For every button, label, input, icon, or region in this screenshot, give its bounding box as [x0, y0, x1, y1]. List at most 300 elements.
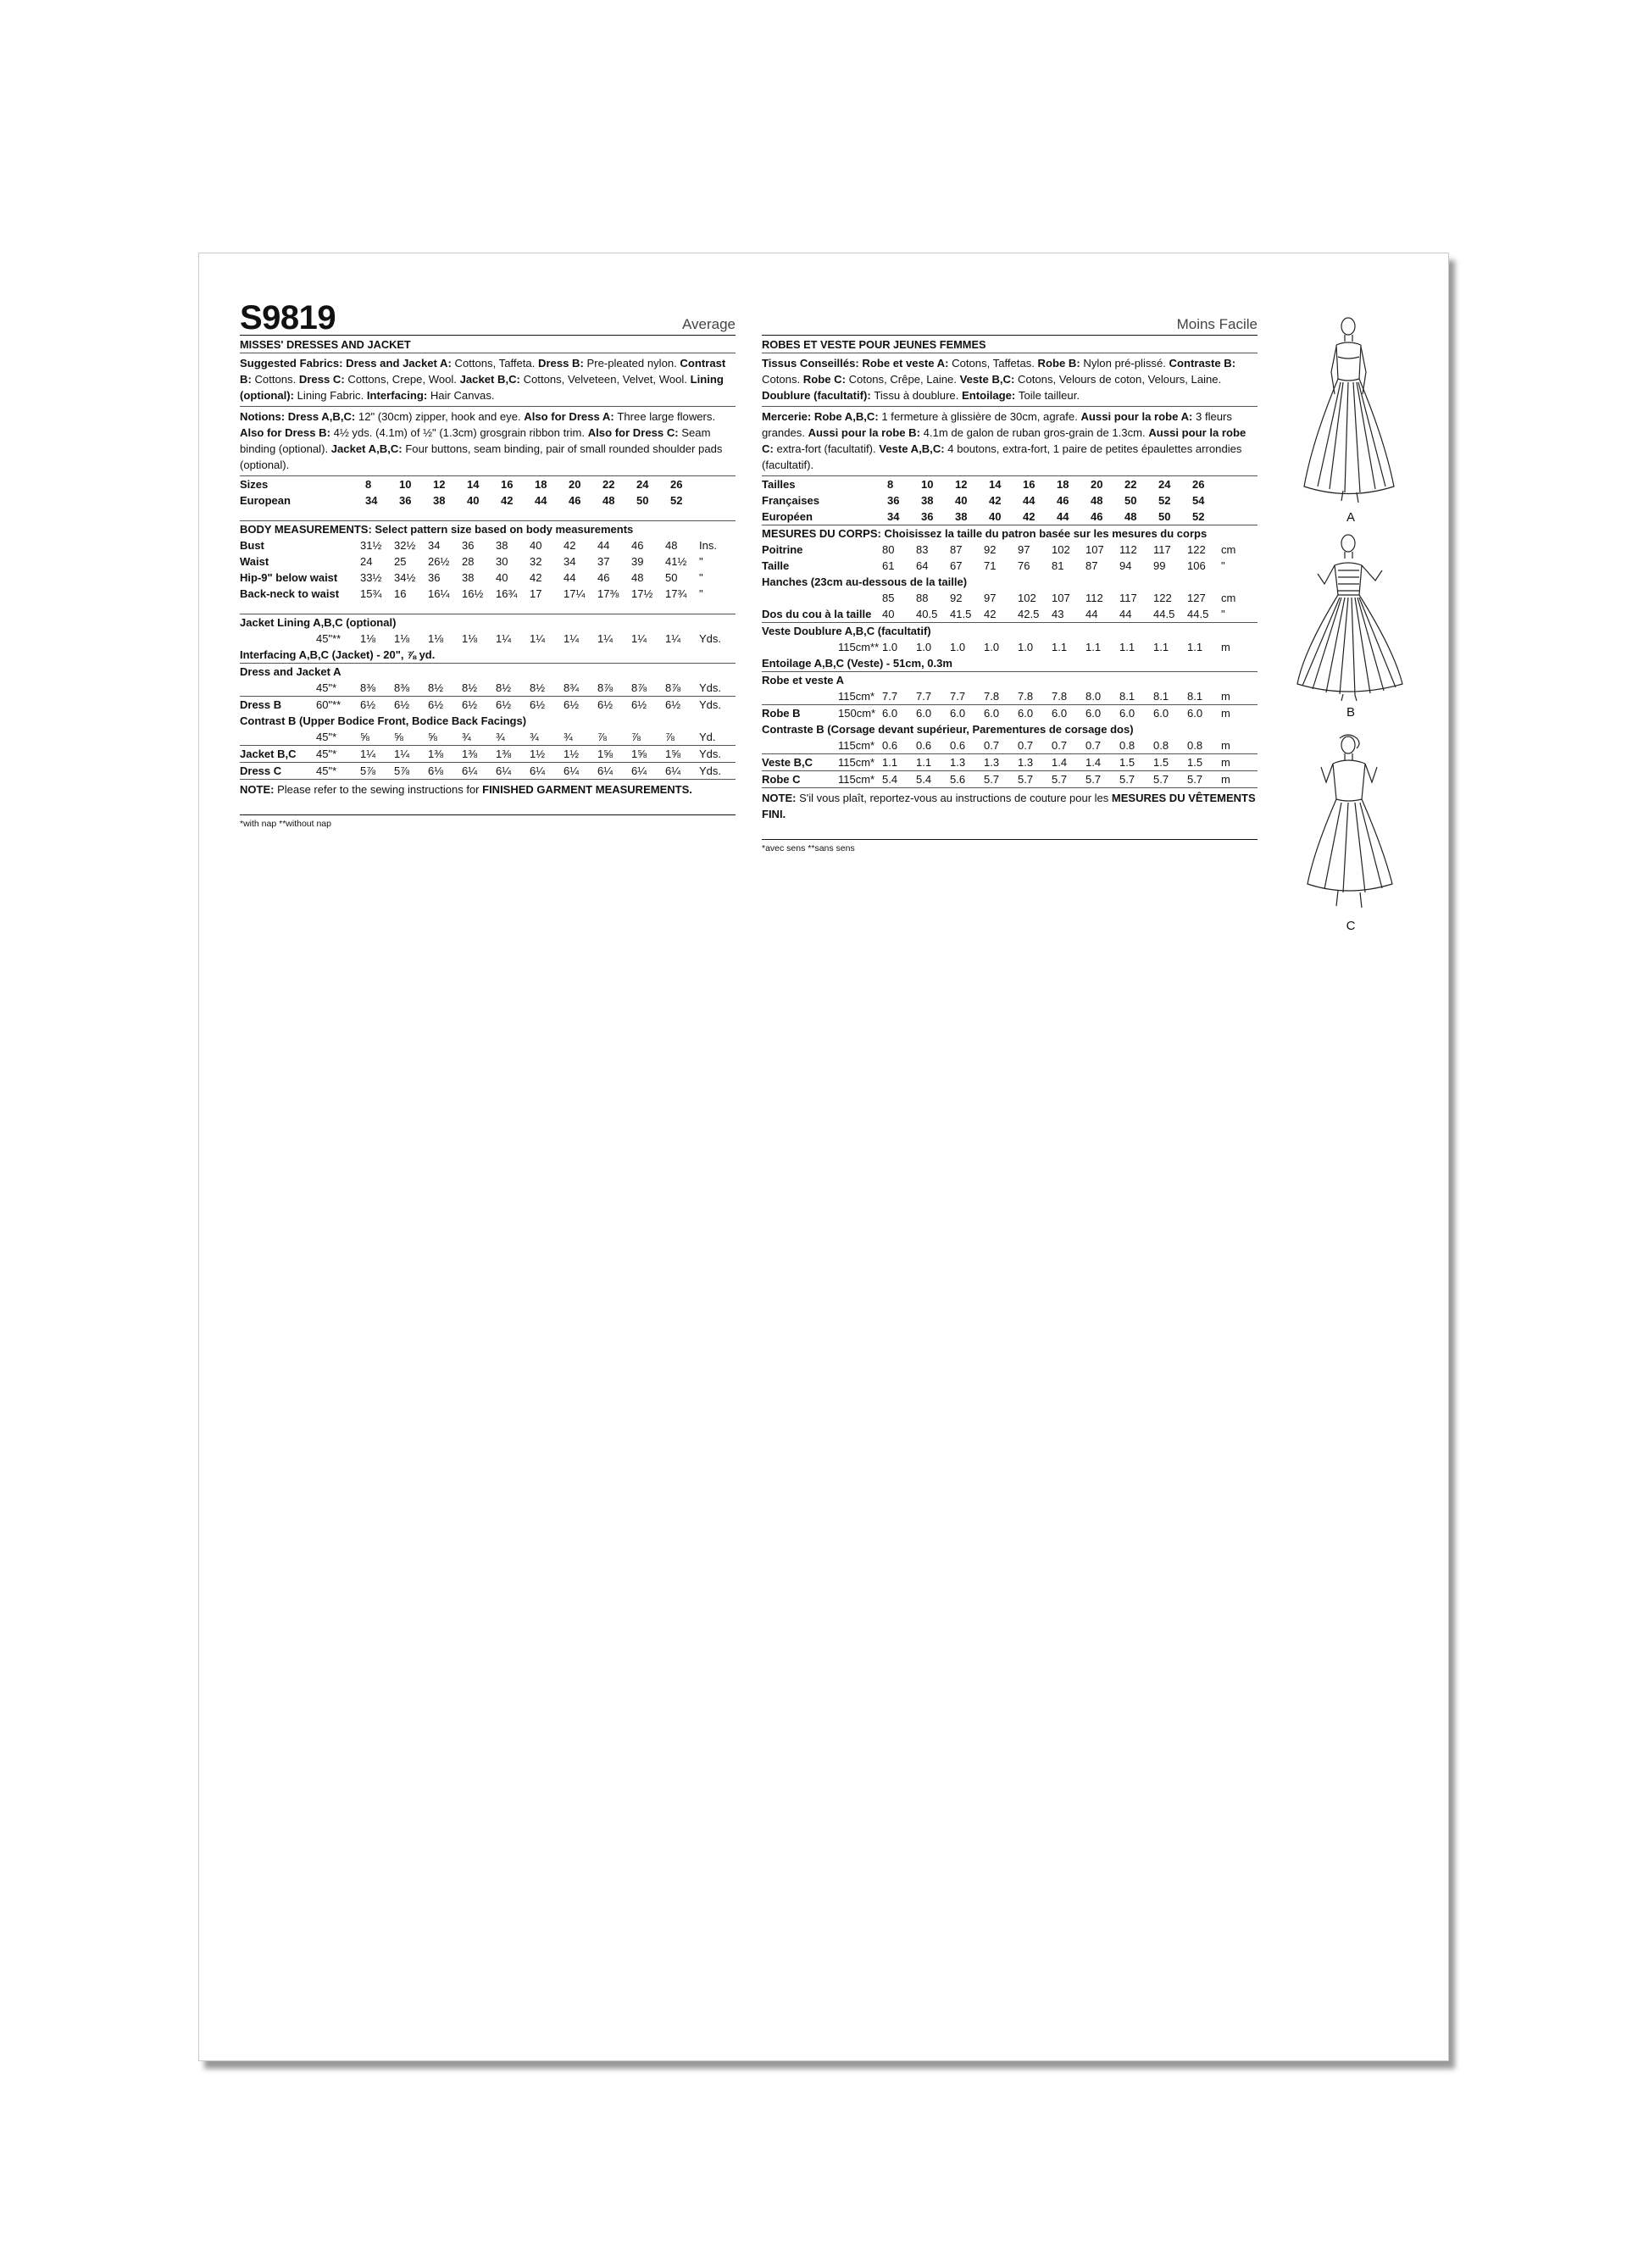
yardage-value: 1.1 — [1187, 641, 1203, 653]
yardage-value: 1.1 — [1085, 641, 1102, 653]
fabric-width: 150cm* — [838, 707, 876, 720]
yardage-value: 1⅛ — [428, 632, 444, 645]
yardage-value: ⅞ — [631, 731, 641, 743]
yardage-value: 8.1 — [1187, 690, 1203, 703]
cell-value: 50 — [1158, 510, 1171, 523]
yardage-value: ⅝ — [394, 731, 403, 743]
cell-value: 107 — [1052, 592, 1070, 604]
text-run: Cotons. — [762, 373, 803, 386]
view-a-label: A — [1346, 510, 1355, 525]
dress-c-illustration-icon — [1287, 731, 1414, 914]
cell-value: 38 — [496, 539, 508, 552]
cell-value: 31½ — [360, 539, 382, 552]
hips-row-fr — [762, 590, 1258, 606]
yardage-value: 8.1 — [1119, 690, 1135, 703]
dress-a-yardage — [240, 680, 736, 696]
yardage-value: 1¼ — [530, 632, 546, 645]
lining-yardage — [240, 631, 736, 647]
lining-title-fr: Veste Doublure A,B,C (facultatif) — [762, 625, 931, 637]
text-run: Dress C: — [298, 373, 348, 386]
text-run: Toile tailleur. — [1018, 389, 1080, 402]
cell-value: 40 — [530, 539, 542, 552]
yardage-value: 6½ — [564, 698, 580, 711]
unit — [1226, 509, 1258, 525]
yardage-value: 8½ — [462, 681, 478, 694]
fabric-width: 45"* — [316, 731, 337, 743]
row-label: Sizes — [240, 478, 269, 491]
unit: " — [699, 587, 703, 600]
yardage-value: 1⅝ — [597, 748, 614, 760]
cell-value: 44 — [535, 494, 547, 507]
text-run: Tissu à doublure. — [874, 389, 962, 402]
unit: Yd. — [699, 731, 716, 743]
cell-value: 44.5 — [1153, 608, 1175, 620]
yardage-value: 6½ — [597, 698, 614, 711]
yardage-value: 5.7 — [1119, 773, 1135, 786]
text-run: Doublure (facultatif): — [762, 389, 874, 402]
yardage-value: ⅝ — [360, 731, 369, 743]
unit: Yds. — [699, 748, 722, 760]
cell-value: 20 — [569, 478, 581, 491]
fabric-width: 45"* — [316, 748, 337, 760]
yardage-value: ⅞ — [597, 731, 607, 743]
cell-value: 16 — [501, 478, 514, 491]
pattern-number: S9819 — [240, 299, 336, 336]
view-label: Robe B — [762, 707, 801, 720]
text-run: Please refer to the sewing instructions for — [277, 783, 483, 796]
cell-value: 42 — [984, 608, 997, 620]
difficulty-level-fr: Moins Facile — [1176, 316, 1258, 332]
yardage-value: 5.7 — [1187, 773, 1203, 786]
text-run: 1 fermeture à glissière de 30cm, agrafe. — [881, 410, 1081, 423]
yardage-value: 1⅝ — [665, 748, 681, 760]
yardage-value: 1⅛ — [360, 632, 376, 645]
yardage-value: 6.0 — [950, 707, 966, 720]
yardage-value: 1.0 — [882, 641, 898, 653]
dress-c-yardage — [240, 763, 736, 779]
yardage-value: 1.5 — [1153, 756, 1169, 769]
cell-value: 42 — [564, 539, 576, 552]
cell-value: 41.5 — [950, 608, 972, 620]
cell-value: 44.5 — [1187, 608, 1209, 620]
unit: m — [1221, 707, 1230, 720]
cell-value: 36 — [399, 494, 412, 507]
pattern-title: MISSES' DRESSES AND JACKET — [240, 336, 736, 353]
cell-value: 24 — [360, 555, 373, 568]
cell-value: 87 — [950, 543, 963, 556]
row-label: Taille — [762, 559, 790, 572]
yardage-value: 0.8 — [1153, 739, 1169, 752]
cell-value: 102 — [1052, 543, 1070, 556]
contrast-b-yardage-fr — [762, 737, 1258, 753]
dress-c-yardage-fr — [762, 771, 1258, 787]
yardage-value: 0.6 — [950, 739, 966, 752]
fabric-width: 45"* — [316, 764, 337, 777]
yardage-row — [762, 705, 1258, 721]
cell-value: 127 — [1187, 592, 1206, 604]
cell-value: 40 — [989, 510, 1002, 523]
yardage-value: 6.0 — [1018, 707, 1034, 720]
cell-value: 10 — [921, 478, 934, 491]
text-run: Suggested Fabrics: Dress and Jacket A: — [240, 357, 455, 370]
suggested-fabrics-fr — [762, 353, 1258, 407]
yardage-value: 6.0 — [1052, 707, 1068, 720]
yardage-value: 1½ — [530, 748, 546, 760]
text-run: Cotons, Velours de coton, Velours, Laine. — [1018, 373, 1222, 386]
text-run: Aussi pour la robe C: — [762, 426, 1246, 455]
unit: cm — [1221, 543, 1236, 556]
cell-value: 102 — [1018, 592, 1036, 604]
yardage-value: 1.0 — [984, 641, 1000, 653]
difficulty-level: Average — [681, 316, 736, 332]
cell-value: 26 — [1192, 478, 1205, 491]
view-label: Jacket B,C — [240, 748, 297, 760]
table-row — [240, 553, 736, 570]
yardage-value: 6.0 — [1085, 707, 1102, 720]
yardage-value: 8.1 — [1153, 690, 1169, 703]
text-run: Entoilage: — [961, 389, 1019, 402]
table-row — [762, 558, 1258, 574]
yardage-row — [762, 639, 1258, 655]
cell-value: 122 — [1153, 592, 1172, 604]
yardage-value: 0.7 — [1085, 739, 1102, 752]
table-row — [240, 492, 736, 509]
cell-value: 17¾ — [665, 587, 687, 600]
divider — [240, 509, 736, 521]
table-row — [762, 542, 1258, 558]
cell-value: 41½ — [665, 555, 687, 568]
cell-value: 83 — [916, 543, 929, 556]
cell-value: 8 — [887, 478, 894, 491]
contrast-b-title-fr: Contraste B (Corsage devant supérieur, Parementures de corsage dos) — [762, 723, 1134, 736]
cell-value: 38 — [921, 494, 934, 507]
unit — [704, 492, 736, 509]
cell-value: 26 — [670, 478, 683, 491]
unit: m — [1221, 641, 1230, 653]
yardage-value: 7.8 — [1018, 690, 1034, 703]
fabric-width: 115cm* — [838, 773, 875, 786]
yardage-value: 1⅝ — [631, 748, 647, 760]
yardage-value: 6¼ — [496, 764, 512, 777]
text-run: Jacket B,C: — [459, 373, 524, 386]
yardage-value: ¾ — [564, 731, 573, 743]
view-c-label: C — [1346, 919, 1356, 933]
cell-value: 14 — [989, 478, 1002, 491]
yardage-value: 1.4 — [1085, 756, 1102, 769]
cell-value: 16 — [1023, 478, 1035, 491]
body-measurements-title-fr: MESURES DU CORPS: Choisissez la taille du patron basée sur les mesures du corps — [762, 527, 1208, 540]
french-column — [762, 299, 1258, 853]
interfacing-title: Interfacing A,B,C (Jacket) - 20", ⅞ yd. — [240, 648, 436, 661]
yardage-value: 6.0 — [1119, 707, 1135, 720]
yardage-value: 8⅞ — [631, 681, 647, 694]
cell-value: 18 — [1057, 478, 1069, 491]
table-row — [762, 492, 1258, 509]
yardage-value: 1.0 — [950, 641, 966, 653]
yardage-value: 1¼ — [665, 632, 681, 645]
cell-value: 10 — [399, 478, 412, 491]
yardage-value: ¾ — [496, 731, 505, 743]
unit — [704, 476, 736, 492]
cell-value: 36 — [428, 571, 441, 584]
yardage-value: 6½ — [462, 698, 478, 711]
unit: Ins. — [699, 539, 717, 552]
cell-value: 92 — [950, 592, 963, 604]
text-run: Hair Canvas. — [430, 389, 495, 402]
view-label: Dress B — [240, 698, 282, 711]
dress-a-title: Dress and Jacket A — [240, 665, 341, 678]
text-run: Four buttons, seam binding, pair of small rounded shoulder pads (optional). — [240, 442, 723, 471]
yardage-row — [240, 763, 736, 779]
pattern-title-fr: ROBES ET VESTE POUR JEUNES FEMMES — [762, 336, 1258, 353]
cell-value: 16¾ — [496, 587, 518, 600]
text-run: Robe C: — [802, 373, 849, 386]
text-run: Notions: Dress A,B,C: — [240, 410, 358, 423]
dress-a-yardage-fr — [762, 688, 1258, 704]
yardage-value: 8⅜ — [360, 681, 376, 694]
cell-value: 17¼ — [564, 587, 586, 600]
yardage-value: 0.7 — [984, 739, 1000, 752]
cell-value: 48 — [665, 539, 678, 552]
text-run: Also for Dress B: — [240, 426, 334, 439]
text-run: Also for Dress C: — [587, 426, 682, 439]
yardage-value: 5.7 — [1052, 773, 1068, 786]
text-run: Three large flowers. — [617, 410, 716, 423]
yardage-value: 6¼ — [631, 764, 647, 777]
view-label — [762, 737, 838, 753]
text-run: Cottons, Crepe, Wool. — [347, 373, 460, 386]
row-label: Dos du cou à la taille — [762, 608, 872, 620]
yardage-value: 1.5 — [1187, 756, 1203, 769]
cell-value: 46 — [569, 494, 581, 507]
nap-footnote-fr: *avec sens **sans sens — [762, 839, 1258, 853]
table-row — [240, 476, 736, 492]
cell-value: 38 — [462, 571, 475, 584]
text-run: Robe B: — [1037, 357, 1084, 370]
dress-a-illustration-icon — [1287, 313, 1414, 506]
view-label — [240, 631, 316, 647]
yardage-row — [240, 729, 736, 745]
cell-value: 122 — [1187, 543, 1206, 556]
yardage-value: 1¼ — [597, 632, 614, 645]
yardage-row — [240, 697, 736, 713]
cell-value: 44 — [1057, 510, 1069, 523]
fabric-width: 45"** — [316, 632, 341, 645]
cell-value: 34 — [887, 510, 900, 523]
yardage-value: 6½ — [428, 698, 444, 711]
unit: " — [1221, 559, 1225, 572]
suggested-fabrics — [240, 353, 736, 407]
cell-value: 36 — [887, 494, 900, 507]
unit: Yds. — [699, 764, 722, 777]
yardage-value: 8⅜ — [394, 681, 410, 694]
row-label: Hip-9" below waist — [240, 571, 338, 584]
text-run: 3 fleurs grandes. — [762, 410, 1232, 439]
row-label: Poitrine — [762, 543, 803, 556]
cell-value: 32½ — [394, 539, 416, 552]
row-label: Tailles — [762, 478, 796, 491]
yardage-value: 1¼ — [496, 632, 512, 645]
dress-b-yardage-fr — [762, 705, 1258, 721]
cell-value: 37 — [597, 555, 610, 568]
fabric-width: 115cm** — [838, 641, 880, 653]
cell-value: 64 — [916, 559, 929, 572]
text-run: Veste B,C: — [959, 373, 1019, 386]
unit: m — [1221, 690, 1230, 703]
text-run: Cottons, Velveteen, Velvet, Wool. — [523, 373, 691, 386]
yardage-value: 5.7 — [984, 773, 1000, 786]
cell-value: 52 — [1192, 510, 1205, 523]
text-run: Aussi pour la robe B: — [808, 426, 924, 439]
cell-value: 44 — [1085, 608, 1098, 620]
text-run: 12" (30cm) zipper, hook and eye. — [358, 410, 525, 423]
cell-value: 94 — [1119, 559, 1132, 572]
cell-value: 17½ — [631, 587, 653, 600]
yardage-value: 1⅜ — [462, 748, 478, 760]
dress-b-yardage — [240, 697, 736, 713]
cell-value: 34 — [365, 494, 378, 507]
yardage-value: 6½ — [360, 698, 376, 711]
yardage-value: 1.3 — [1018, 756, 1034, 769]
yardage-value: 8⅞ — [597, 681, 614, 694]
fabric-width: 45"* — [316, 681, 337, 694]
yardage-value: 1.1 — [1153, 641, 1169, 653]
row-label: Bust — [240, 539, 264, 552]
yardage-value: 1¼ — [564, 632, 580, 645]
text-run: Lining (optional): — [240, 373, 724, 402]
cell-value: 12 — [955, 478, 968, 491]
cell-value: 18 — [535, 478, 547, 491]
text-run: FINISHED GARMENT MEASUREMENTS. — [482, 783, 692, 796]
cell-value: 36 — [462, 539, 475, 552]
yardage-value: ⅝ — [428, 731, 437, 743]
yardage-value: 5.6 — [950, 773, 966, 786]
hips-title-fr: Hanches (23cm au-dessous de la taille) — [762, 575, 968, 588]
yardage-value: 1.1 — [882, 756, 898, 769]
body-measurements-table-fr — [762, 542, 1258, 574]
cell-value: 48 — [631, 571, 644, 584]
unit — [1226, 492, 1258, 509]
yardage-value: 6½ — [394, 698, 410, 711]
cell-value: 76 — [1018, 559, 1030, 572]
yardage-value: 6¼ — [665, 764, 681, 777]
text-run: Nylon pré-plissé. — [1083, 357, 1169, 370]
unit: Yds. — [699, 698, 722, 711]
yardage-row — [762, 737, 1258, 753]
yardage-value: 1.1 — [1052, 641, 1068, 653]
cell-value: 48 — [602, 494, 615, 507]
cell-value: 46 — [1091, 510, 1103, 523]
cell-value: 16½ — [462, 587, 484, 600]
yardage-value: 7.7 — [882, 690, 898, 703]
unit — [1226, 476, 1258, 492]
yardage-value: ⅞ — [665, 731, 675, 743]
cell-value: 32 — [530, 555, 542, 568]
yardage-value: 1⅛ — [462, 632, 478, 645]
table-row — [240, 537, 736, 553]
yardage-value: 6¼ — [462, 764, 478, 777]
text-run: 4.1m de galon de ruban gros-grain de 1.3cm. — [923, 426, 1149, 439]
table-row — [240, 570, 736, 586]
yardage-value: 6½ — [530, 698, 546, 711]
cell-value: 112 — [1085, 592, 1103, 604]
yardage-value: 5⅞ — [360, 764, 376, 777]
cell-value: 16¼ — [428, 587, 450, 600]
dress-b-illustration-icon — [1287, 531, 1414, 701]
text-run: Veste A,B,C: — [879, 442, 948, 455]
yardage-value: ¾ — [530, 731, 539, 743]
unit: cm — [1221, 592, 1236, 604]
table-row — [240, 586, 736, 602]
text-run: Contrast B: — [240, 357, 726, 386]
cell-value: 12 — [433, 478, 446, 491]
cell-value: 17 — [530, 587, 542, 600]
cell-value: 42.5 — [1018, 608, 1040, 620]
text-run: Jacket A,B,C: — [330, 442, 406, 455]
cell-value: 50 — [1124, 494, 1137, 507]
cell-value: 42 — [989, 494, 1002, 507]
divider — [240, 602, 736, 614]
yardage-value: ¾ — [462, 731, 471, 743]
cell-value: 40.5 — [916, 608, 938, 620]
cell-value: 25 — [394, 555, 407, 568]
cell-value: 42 — [530, 571, 542, 584]
unit: " — [1221, 608, 1225, 620]
yardage-value: 1.1 — [916, 756, 932, 769]
cell-value: 97 — [984, 592, 997, 604]
yardage-row — [240, 631, 736, 647]
notions-fr — [762, 407, 1258, 476]
cell-value: 117 — [1153, 543, 1171, 556]
text-run: Tissus Conseillés: Robe et veste A: — [762, 357, 952, 370]
body-measurements-title: BODY MEASUREMENTS: Select pattern size based on body measurements — [240, 523, 634, 536]
view-label: Dress C — [240, 764, 282, 777]
fabric-width: 115cm* — [838, 739, 875, 752]
cell-value: 46 — [1057, 494, 1069, 507]
yardage-value: 1⅜ — [428, 748, 444, 760]
cell-value: 40 — [882, 608, 895, 620]
yardage-value: 0.7 — [1018, 739, 1034, 752]
cell-value: 16 — [394, 587, 407, 600]
contrast-b-title: Contrast B (Upper Bodice Front, Bodice Back Facings) — [240, 714, 527, 727]
yardage-value: 1.1 — [1119, 641, 1135, 653]
english-header — [240, 299, 736, 336]
cell-value: 117 — [1119, 592, 1137, 604]
view-label — [762, 688, 838, 704]
cell-value: 107 — [1085, 543, 1104, 556]
cell-value: 92 — [984, 543, 997, 556]
jacket-bc-yardage-fr — [762, 754, 1258, 770]
yardage-value: 0.6 — [882, 739, 898, 752]
yardage-value: 8⅞ — [665, 681, 681, 694]
cell-value: 34 — [428, 539, 441, 552]
text-run: Cotons, Taffetas. — [952, 357, 1038, 370]
unit: m — [1221, 739, 1230, 752]
yardage-value: 6¼ — [530, 764, 546, 777]
yardage-value: 7.7 — [916, 690, 932, 703]
dress-a-title-fr: Robe et veste A — [762, 674, 845, 687]
cell-value: 99 — [1153, 559, 1166, 572]
table-row — [762, 606, 1258, 622]
view-b — [1287, 531, 1414, 720]
cell-value: 44 — [1119, 608, 1132, 620]
yardage-value: 5⅞ — [394, 764, 410, 777]
body-measurements-table — [240, 537, 736, 602]
view-illustrations — [1287, 313, 1414, 933]
yardage-value: 8.0 — [1085, 690, 1102, 703]
text-run: Seam binding (optional). — [240, 426, 711, 455]
yardage-value: 0.8 — [1119, 739, 1135, 752]
